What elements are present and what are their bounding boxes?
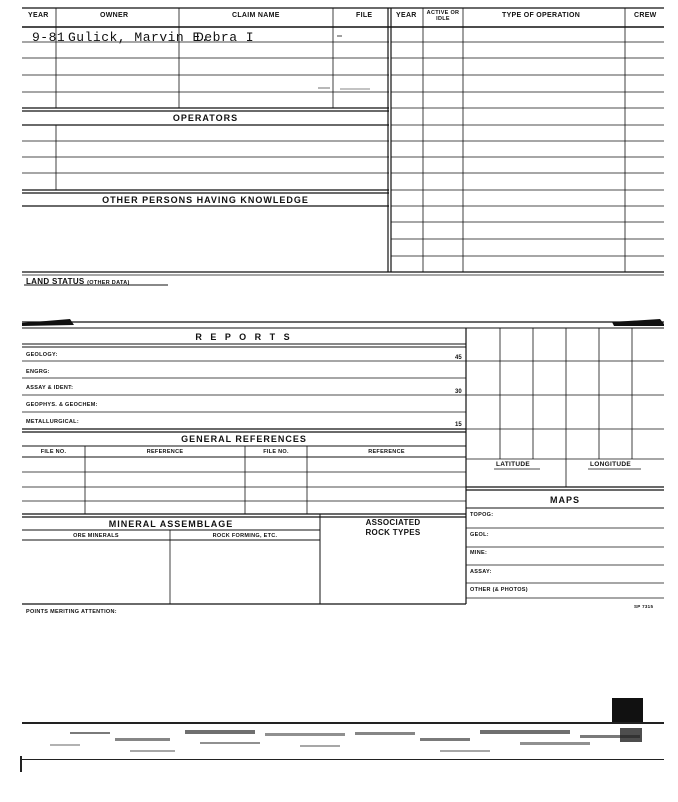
rock-types-label: ROCK TYPES [365, 528, 421, 537]
operators-title: OPERATORS [172, 113, 239, 123]
rock-forming-header: ROCK FORMING, ETC. [212, 533, 278, 539]
header-type-of-operation: TYPE OF OPERATION [502, 12, 581, 19]
latitude-label: LATITUDE [496, 461, 531, 468]
reports-geology: GEOLOGY: [26, 352, 58, 358]
form-code: SP 7315 [634, 604, 654, 609]
reports-engrg: ENGRG: [26, 369, 50, 375]
header-crew: CREW [634, 12, 657, 19]
maps-other: OTHER (& PHOTOS) [470, 587, 528, 593]
reports-title: R E P O R T S [195, 332, 293, 342]
maps-geol: GEOL: [470, 532, 489, 538]
scan-noise-band [20, 698, 664, 772]
genref-header-file-no-2: FILE NO. [263, 449, 289, 455]
reports-num-15: 15 [455, 422, 462, 428]
header-year-right: YEAR [396, 12, 417, 19]
header-file: FILE [356, 12, 373, 19]
maps-title: MAPS [549, 495, 580, 505]
associated-label: ASSOCIATED [365, 518, 421, 527]
reports-metallurgical: METALLURGICAL: [26, 419, 79, 425]
header-year: YEAR [28, 12, 49, 19]
points-meriting-label: POINTS MERITING ATTENTION: [26, 609, 117, 615]
maps-assay: ASSAY: [470, 569, 492, 575]
registration-mark-left [22, 319, 74, 326]
longitude-label: LONGITUDE [590, 461, 631, 468]
entry-year: 9-81 [32, 30, 66, 45]
genref-header-file-no-1: FILE NO. [40, 449, 67, 455]
entry-owner: Gulick, Marvin E. [68, 30, 210, 45]
maps-mine: MINE: [470, 550, 488, 556]
mineral-assemblage-title: MINERAL ASSEMBLAGE [108, 519, 234, 529]
header-active-idle: ACTIVE OR IDLE [426, 10, 460, 22]
maps-topog: TOPOG: [470, 512, 494, 518]
other-persons-title: OTHER PERSONS HAVING KNOWLEDGE [102, 195, 309, 205]
ore-minerals-header: ORE MINERALS [73, 533, 119, 539]
entry-claim-name: Debra I [196, 30, 255, 45]
reports-geophys: GEOPHYS. & GEOCHEM: [26, 402, 98, 408]
genref-header-reference-1: REFERENCE [146, 449, 184, 455]
general-references-title: GENERAL REFERENCES [181, 434, 307, 444]
reports-num-45: 45 [455, 355, 462, 361]
registration-mark-right [612, 319, 664, 326]
genref-header-reference-2: REFERENCE [368, 449, 405, 455]
reports-num-30: 30 [455, 389, 462, 395]
land-status-label: LAND STATUS (OTHER DATA) [26, 277, 130, 286]
header-owner: OWNER [100, 12, 129, 19]
header-claim-name: CLAIM NAME [232, 12, 280, 19]
reports-assay: ASSAY & IDENT: [26, 385, 74, 391]
